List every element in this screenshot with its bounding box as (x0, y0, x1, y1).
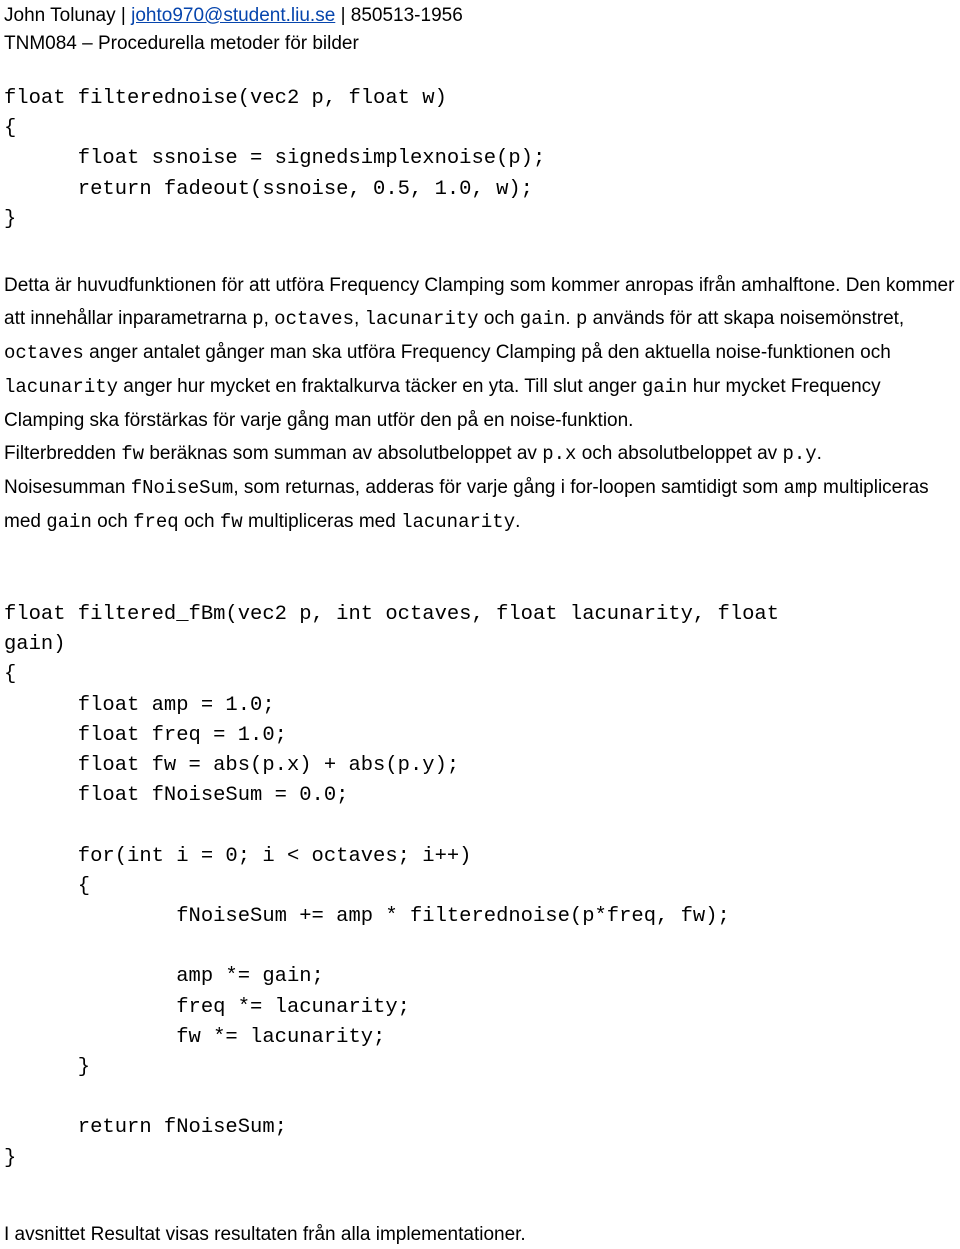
header-author-line (4, 2, 463, 30)
footer-text: I avsnittet Resultat visas resultaten från alla implementationer. (4, 1224, 526, 1245)
paragraph-intro: Detta är huvudfunktionen för att utföra Frequency Clamping som kommer anropas ifrån amhalftone. Den kommer att innehållar inparametrarna p, octaves, lacunarity och gain. p används för att skapa noisemönstret, octaves anger antalet gånger man ska utföra Frequency Clamping på den aktuella noise-funktionen och lacunarity anger hur mycket en fraktalkurva täcker en yta. Till slut anger gain hur mycket Frequency Clamping ska förstärkas för varje gång man utför den på en noise-funktion. (4, 275, 955, 431)
description-text (4, 269, 959, 539)
paragraph-noisesum: Noisesumman fNoiseSum, som returnas, adderas för varje gång i for-loopen samtidigt som amp multipliceras med gain och freq och fw multipliceras med lacunarity. (4, 477, 929, 533)
code-block-filterednoise: float filterednoise(vec2 p, float w) { float ssnoise = signedsimplexnoise(p); return fadeout(ssnoise, 0.5, 1.0, w); } (4, 87, 546, 231)
course-title: TNM084 – Procedurella metoder för bilder (4, 33, 359, 54)
header-separator: | (120, 5, 126, 26)
author-name: John Tolunay (4, 5, 116, 26)
paragraph-filterwidth: Filterbredden fw beräknas som summan av absolutbeloppet av p.x och absolutbeloppet av p.y. (4, 443, 822, 465)
header-separator: | (340, 5, 346, 26)
id-number: 850513-1956 (350, 5, 463, 26)
email-link[interactable]: johto970@student.liu.se (131, 5, 336, 26)
code-block-filtered-fbm: float filtered_fBm(vec2 p, int octaves, float lacunarity, float gain) { float amp = 1.0; float freq = 1.0; float fw = abs(p.x) + abs(p.y); float fNoiseSum = 0.0; for(int i = 0; i < octaves; i++) { fNoiseSum += amp * filterednoise(p*freq, fw); amp *= gain; freq *= lacunarity; fw *= lacunarity; } return fNoiseSum; } (4, 603, 780, 1170)
